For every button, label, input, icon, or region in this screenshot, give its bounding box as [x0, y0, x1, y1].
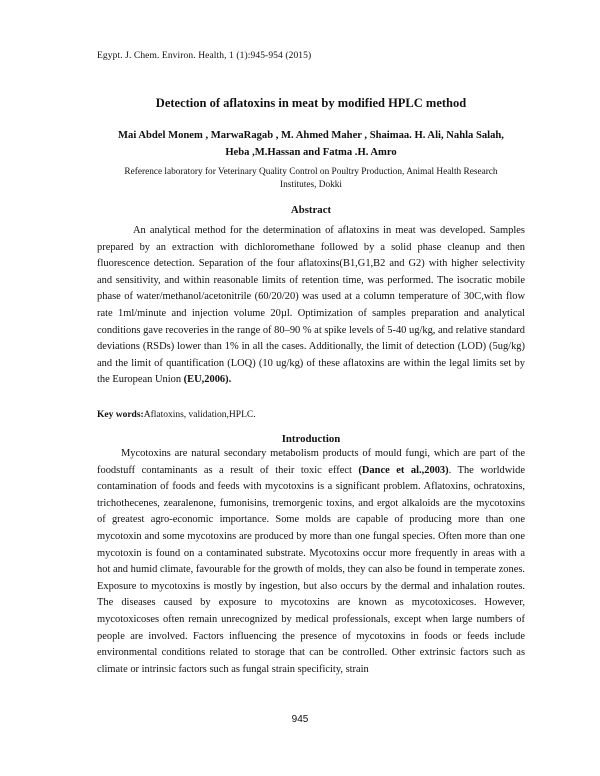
page-number: 945	[291, 714, 309, 725]
author-list	[97, 127, 525, 161]
abstract-citation: (EU,2006).	[183, 374, 232, 386]
intro-text-part-2: . The worldwide contamination of foods and feeds with mycotoxins is a significant problem. Aflatoxins, ochratoxins, trichothecenes, zearalenone, fumonisins, tremorgenic toxins, and ergot alkaloids are the mycotoxins of greatest agro-economic importance. Some molds are capable of producing more than one mycotoxin and some mycotoxins are produced by more than one fungal species. Often more than one mycotoxin is found on a contaminated substrate. Mycotoxins occur more frequently in areas with a hot and humid climate, favourable for the growth of molds, they can also be found in temperate zones. Exposure to mycotoxins is mostly by ingestion, but also occurs by the dermal and inhalation routes. The diseases caused by exposure to mycotoxins are known as mycotoxicoses. However, mycotoxicoses often remain unrecognized by medical professionals, except when large numbers of people are involved. Factors influencing the presence of mycotoxins in foods or feeds include environmental conditions related to storage that can be controlled. Other extrinsic factors such as climate or intrinsic factors such as fungal strain specificity, strain	[97, 464, 526, 675]
keywords-list: Aflatoxins, validation,HPLC.	[143, 410, 256, 420]
authors-line-2: Heba ,M.Hassan and Fatma .H. Amro	[225, 147, 397, 158]
keywords-label: Key words:	[97, 410, 144, 420]
authors-line-1: Mai Abdel Monem , MarwaRagab , M. Ahmed Maher , Shaimaa. H. Ali, Nahla Salah,	[118, 130, 504, 141]
introduction-heading: Introduction	[281, 433, 341, 445]
intro-text-part-1: Mycotoxins are natural secondary metabolism products of mould fungi, which are part of the foodstuff contaminants as a result of their toxic effect	[97, 448, 525, 476]
keywords-line	[97, 409, 256, 421]
introduction-paragraph	[97, 446, 525, 678]
abstract-text: An analytical method for the determination of aflatoxins in meat was developed. Samples prepared by an extraction with dichloromethane followed by a solid phase cleanup and then fluorescence detection. Separation of the four aflatoxins(B1,G1,B2 and G2) with higher selectivity and sensitivity, and within reasonable limits of retention time, was performed. The isocratic mobile phase of water/methanol/acetonitrile (60/20/20) was used at a column temperature of 30C,with flow rate 1ml/minute and injection volume 20µl. Optimization of samples preparation and analytical conditions gave recoveries in the range of 80–90 % at spike levels of 5-40 ug/kg, and relative standard deviations (RSDs) lower than 1% in all the cases. Additionally, the limit of detection (LOD) (5ug/kg) and the limit of quantification (LOQ) (10 ug/kg) of these aflatoxins are within the legal limits set by the European Union	[97, 225, 525, 386]
abstract-heading: Abstract	[290, 204, 332, 216]
author-affiliation: Reference laboratory for Veterinary Quality Control on Poultry Production, Animal Health Research Institutes, Dokki	[124, 167, 498, 190]
abstract-paragraph	[97, 223, 525, 389]
intro-citation: (Dance et al.,2003)	[358, 464, 449, 476]
journal-reference: Egypt. J. Chem. Environ. Health, 1 (1):945-954 (2015)	[97, 51, 312, 61]
paper-title: Detection of aflatoxins in meat by modified HPLC method	[155, 96, 467, 110]
